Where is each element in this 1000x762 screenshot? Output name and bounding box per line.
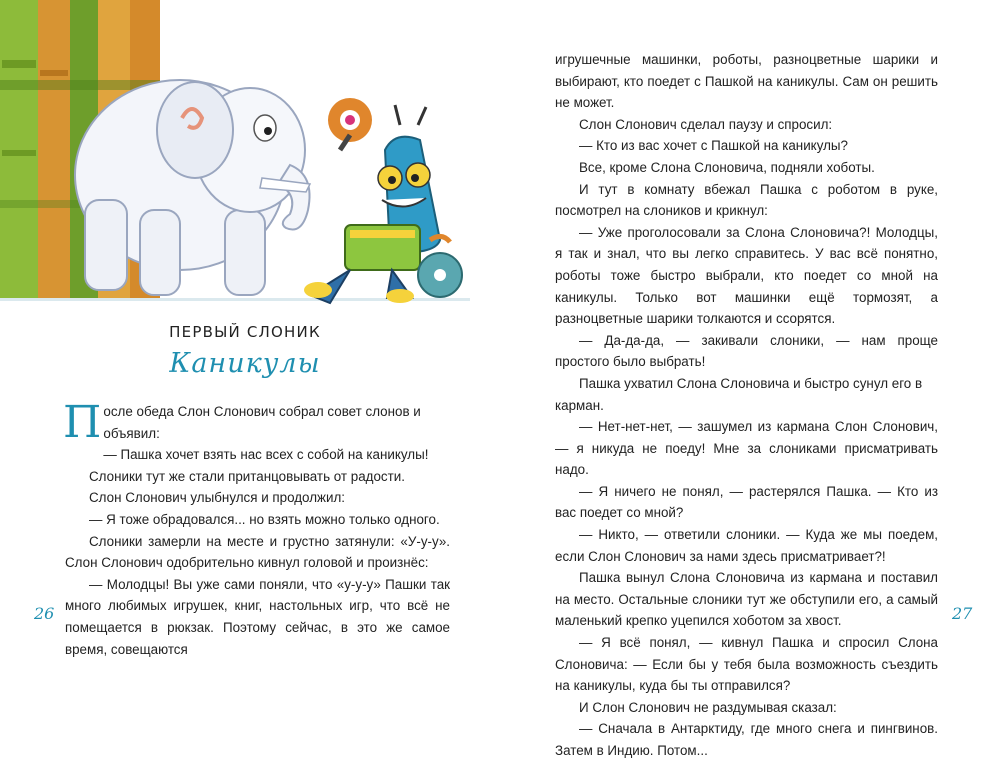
dropcap: П (63, 397, 102, 448)
paragraph: Пашка вынул Слона Слоновича из кармана и поставил на место. Остальные слоники тут же обступили его, а самый маленький крепко уцепился хоботом за хвост. (555, 570, 938, 629)
chapter-title: Каникулы (169, 348, 321, 379)
paragraph: Слоники замерли на месте и грустно затянули: «У-у-у». Слон Слонович одобрительно кивнул головой и произнёс: (65, 533, 450, 571)
paragraph: — Пашка хочет взять нас всех с собой на каникулы! (103, 447, 429, 463)
page-number-right: 27 (952, 604, 973, 623)
robot-illustration (304, 98, 462, 303)
paragraph: Пашка ухватил Слона Слоновича и быстро сунул его в карман. (555, 375, 923, 413)
paragraph: — Я ничего не понял, — растерялся Пашка. — Кто из вас поедет со мной? (555, 483, 938, 521)
paragraph: Слоники тут же стали пританцовывать от радости. (89, 468, 405, 484)
paragraph: — Я всё понял, — кивнул Пашка и спросил Слона Слоновича: — Если бы у тебя была возможность съездить на каникулы, куда бы ты отправился? (555, 635, 938, 694)
paragraph: — Кто из вас хочет с Пашкой на каникулы? (579, 138, 848, 154)
right-page (500, 0, 1000, 758)
chapter-label: ПЕРВЫЙ СЛОНИК (169, 323, 321, 341)
paragraph: осле обеда Слон Слонович собрал совет слонов и объявил: (103, 404, 421, 441)
paragraph: — Нет-нет-нет, — зашумел из кармана Слон Слонович, — я никуда не поеду! Мне за слониками присматривать надо. (555, 419, 938, 478)
paragraph: — Я тоже обрадовался... но взять можно только одного. (89, 511, 440, 527)
right-page-text (555, 49, 938, 762)
paragraph: И Слон Слонович не раздумывая сказал: (579, 699, 837, 715)
paragraph: — Сначала в Антарктиду, где много снега и пингвинов. Затем в Индию. Потом... (555, 721, 938, 758)
paragraph: И тут в комнату вбежал Пашка с роботом в руке, посмотрел на слоников и крикнул: (555, 181, 938, 219)
paragraph: Все, кроме Слона Слоновича, подняли хоботы. (579, 159, 875, 175)
elephant-illustration (75, 80, 310, 295)
left-page (0, 0, 500, 657)
left-page-text (63, 397, 450, 660)
paragraph: Слон Слонович сделал паузу и спросил: (579, 116, 833, 132)
page-number-left: 26 (34, 604, 55, 623)
paragraph: — Уже проголосовали за Слона Слоновича?! Молодцы, я так и знал, что вы легко справитесь. У вас всё понятно, роботы тоже быстро выбрали, кто поедет со мной на каникулы. Только вот машинки ещё тормозят, а разноцветные шарики толкаются и ссорятся. (555, 224, 938, 327)
elephant-robot-illustration (0, 0, 470, 318)
paragraph: игрушечные машинки, роботы, разноцветные шарики и выбирают, кто поедет с Пашкой на каникулы. Сам он решить не может. (555, 52, 938, 111)
paragraph: — Да-да-да, — закивали слоники, — нам проще простого было выбрать! (555, 332, 938, 370)
paragraph: — Молодцы! Вы уже сами поняли, что «у-у-у» Пашки так много любимых игрушек, книг, настольных игр, что всё не помещается в рюкзак. Поэтому сейчас, в это же самое время, совещаются (65, 576, 450, 657)
paragraph: Слон Слонович улыбнулся и продолжил: (89, 490, 345, 506)
paragraph: — Никто, — ответили слоники. — Куда же мы поедем, если Слон Слонович за нами здесь присматривает?! (555, 527, 938, 564)
